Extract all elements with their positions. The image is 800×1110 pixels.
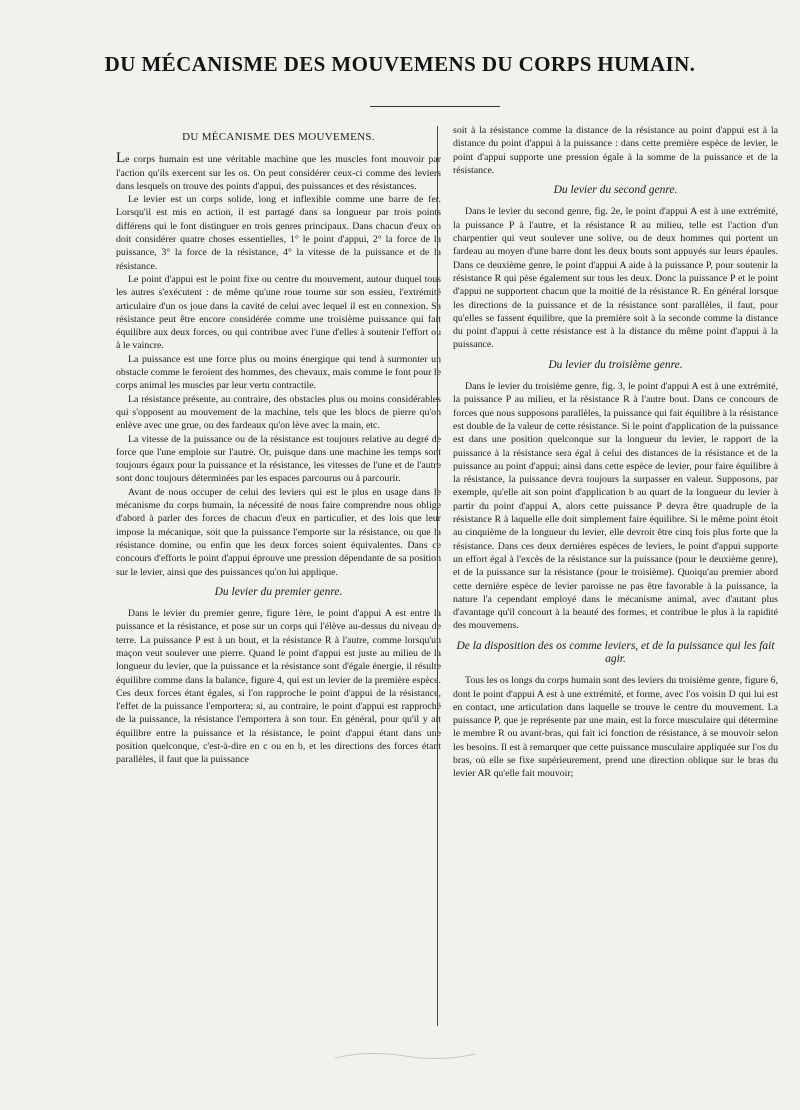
paragraph-premier-genre: Dans le levier du premier genre, figure 1ère, le point d'appui A est entre la puissance et la résistance, et pose sur un corps qui l'élève au-dessus du niveau de terre. La puissance P est à un bout, et la résistance R à l'autre, comme lorsqu'un maçon veut soulever une pierre. Quand le point d'appui est juste au milieu de la longueur du levier, que la puissance et la résistance sont d'égale énergie, il résulte équilibre comme dans la balance, figure 4, qui est un levier de la première espèce. Ces deux forces étant égales, si l'on rapproche le point d'appui de la résistance, l'effet de la puissance l'emportera; si, au contraire, le point d'appui est rapproché de la puissance, la résistance l'emportera à son tour. En général, pour qu'il y ait équilibre entre la puissance et la résistance, le point d'appui étant dans une position quelconque, c'est-à-dire en c ou en b, et les directions des forces étant parallèles, il faut que la puissance [116, 608, 441, 766]
paragraph-puissance: La puissance est une force plus ou moins énergique qui tend à surmonter un obstacle comme le feroient des hommes, des chevaux, mais comme le font pour le corps animal les muscles par leur vertu contractile. [116, 353, 441, 392]
title-rule [370, 106, 500, 107]
paragraph-avant: Avant de nous occuper de celui des leviers qui est le plus en usage dans le mécanisme du corps humain, la nécessité de nous faire comprendre nous oblige d'abord à parler des forces de chacun d'eux en particulier, et des lois que leur impose la mécanique, soit que la puissance l'emporte sur la résistance, ou que la résistance domine, ou enfin que les deux forces soient équivalentes. Dans ce concours d'efforts le point d'appui éprouve une pression dépendante de sa position sur le levier, ainsi que des puissances qu'on lui applique. [116, 486, 441, 578]
paragraph-continued: soit à la résistance comme la distance de la résistance au point d'appui est à la distance du point d'appui à la puissance : dans cette première espèce de levier, le point d'appui supporte une pression égale à la somme de la puissance et de la résistance. [453, 125, 778, 176]
drop-letter: L [116, 150, 126, 167]
left-column [116, 124, 441, 767]
section-heading: DU MÉCANISME DES MOUVEMENS. [182, 131, 375, 143]
subheading-troisieme-genre: Du levier du troisième genre. [548, 358, 683, 371]
right-column [453, 124, 778, 781]
column-divider [437, 126, 438, 1026]
page-title: DU MÉCANISME DES MOUVEMENS DU CORPS HUMAIN. [104, 52, 696, 76]
paragraph-point-appui: Le point d'appui est le point fixe ou centre du mouvement, autour duquel tous les autres s'exécutent : de même qu'une roue tourne sur son essieu, l'extrémité articulaire d'un os joue dans la cavité de celui avec lequel il est en connexion. Sa résistance peut être encore considérée comme une troisième puissance qui fait équilibre aux deux forces, ou qui contribue avec l'une d'elles à soutenir l'effort ou à le vaincre. [116, 273, 441, 352]
subheading-second-genre: Du levier du second genre. [553, 184, 678, 197]
ink-smudge [330, 1046, 480, 1066]
subheading-premier-genre: Du levier du premier genre. [214, 585, 343, 598]
intro-text: e corps humain est une véritable machine que les muscles font mouvoir par l'action qu'ils exercent sur les os. On peut considérer ceux-ci comme des leviers dans lesquels on trouve des points d'appui, des puissances et des résistances. [116, 154, 441, 192]
paragraph-troisieme-genre: Dans le levier du troisième genre, fig. 3, le point d'appui A est à une extrémité, la puissance P au milieu, et la résistance R à l'autre bout. Dans ce concours de forces que nous supposons parallèles, la puissance qui fait équilibre à la résistance est double de la valeur de cette résistance. Si le point d'application de la puissance est dans une position quelconque sur la longueur du levier, le rapport de la puissance à la résistance sera égal à celui des distances de la résistance et de la puissance au point d'appui; ainsi dans cette espèce de levier, pour faire équilibre à la résistance, la puissance devra toujours la surpasser en valeur. Supposons, par exemple, qu'elle ait son point d'application b au quart de la longueur du levier à partir du point d'appui A, alors cette puissance P devra être quadruple de la résistance R à laquelle elle doit simplement faire équilibre. Si le même point étoit au cinquième de la longueur du levier, elle devroit être cinq fois plus forte que la résistance. Dans ces deux dernières espèces de leviers, le point d'appui supporte un effort égal à l'excès de la résistance sur la puissance (pour le deuxième genre), et de la puissance sur la résistance (pour le troisième). Quoiqu'au premier abord cette dernière espèce de levier paroisse ne pas être favorable à la puissance, la nature l'a cependant employé dans le mécanisme animal, avec d'autant plus d'avantage qu'il concourt à la beauté des formes, et contribue le plus à la rapidité des mouvemens. [453, 381, 778, 632]
paragraph-vitesse: La vitesse de la puissance ou de la résistance est toujours relative au degré de force que l'une emploie sur l'autre. Or, puisque dans une machine les temps sont toujours égaux pour la puissance et la résistance, les vitesses de l'une et de l'autre sont donc toujours déterminées par les espaces parcourus ou à parcourir. [116, 433, 441, 485]
paragraph-levier: Le levier est un corps solide, long et inflexible comme une barre de fer. Lorsqu'il est mis en action, il est partagé dans sa longueur par trois points différens qui le font distinguer en trois genres principaux. Dans chacun d'eux on doit considérer quatre choses essentielles, 1° le point d'appui, 2° la force de la puissance, 3° la force de la résistance, 4° la vitesse de la puissance et de la résistance. [116, 194, 441, 272]
subheading-disposition-os: De la disposition des os comme leviers, et de la puissance qui les fait agir. [456, 639, 775, 665]
paragraph-intro [116, 150, 441, 193]
paragraph-second-genre: Dans le levier du second genre, fig. 2e, le point d'appui A est à une extrémité, la puissance P à l'autre, et la résistance R au milieu, telle est l'action d'un charpentier qui veut soulever une solive, ou de deux hommes qui portent un fardeau au moyen d'une barre dont les deux bouts sont appuyés sur leurs épaules. Dans ce deuxième genre, le point d'appui A aide à la puissance P, pour soutenir la résistance R qui pèse également sur tous les deux. Donc la puissance P et le point d'appui ne supportent chacun que la moitié de la résistance R. En général lorsque les directions de la puissance et de la résistance sont parallèles, il faut, pour qu'elles se fassent équilibre, que la première soit à la seconde comme la distance du point d'appui à cette résistance est à la distance du même point d'appui à la puissance. [453, 206, 778, 351]
paragraph-disposition-os: Tous les os longs du corps humain sont des leviers du troisième genre, figure 6, dont le point d'appui A est à une extrémité, et forme, avec l'os voisin D qui lui est en contact, une articulation dans laquelle se trouve le centre du mouvement. La puissance P, que je représente par une main, est la force musculaire qui détermine le membre R ou avant-bras, qui fait ici fonction de résistance, à se mouvoir selon les besoins. Il est à remarquer que cette puissance musculaire appliquée sur l'os du bras, où elle se fixe supérieurement, prend une direction oblique sur le bras du levier AR qu'elle fait mouvoir; [453, 675, 778, 780]
paragraph-resistance: La résistance présente, au contraire, des obstacles plus ou moins considérables qui s'opposent au mouvement de la machine, tels que les blocs de pierre qu'on enlève avec une grue, ou des fardeaux qu'on lève avec la main, etc. [116, 393, 441, 432]
